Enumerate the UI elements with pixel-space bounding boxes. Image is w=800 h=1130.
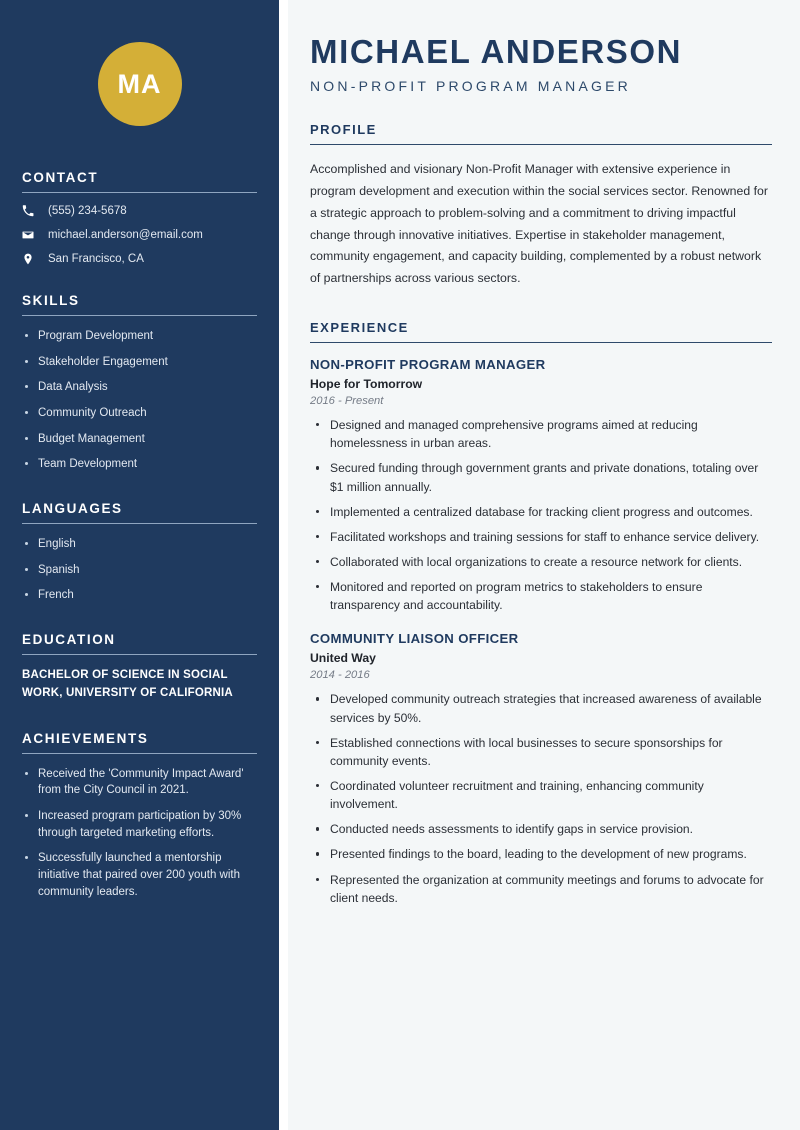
- main-content: [288, 0, 800, 1130]
- experience-bullet: Established connections with local businesses to secure sponsorships for community events.: [310, 734, 772, 770]
- languages-section: [22, 501, 257, 604]
- achievement-item: Successfully launched a mentorship initiative that paired over 200 youth with community leaders.: [22, 850, 257, 900]
- profile-text: Accomplished and visionary Non-Profit Manager with extensive experience in program development and execution within the social services sector. Renowned for a strategic approach to problem-solving and a commitment to driving impactful change through innovative initiatives. Expertise in stakeholder management, community engagement, and capacity building, complemented by a robust network of partnerships across various sectors.: [310, 161, 768, 286]
- experience-divider: [310, 342, 772, 343]
- skill-item: Budget Management: [22, 431, 257, 448]
- experience-bullet: Presented findings to the board, leading to the development of new programs.: [310, 845, 772, 863]
- profile-heading: PROFILE: [310, 121, 377, 137]
- experience-bullet: Represented the organization at community meetings and forums to advocate for client needs.: [310, 871, 772, 907]
- experience-heading: EXPERIENCE: [310, 320, 409, 336]
- experience-bullet: Implemented a centralized database for tracking client progress and outcomes.: [310, 503, 772, 521]
- languages-list: [22, 536, 257, 604]
- languages-divider: [22, 523, 257, 524]
- experience-dates: 2016 - Present: [310, 395, 384, 408]
- column-gap: [279, 0, 288, 1130]
- education-heading: EDUCATION: [22, 632, 116, 648]
- language-item: Spanish: [22, 562, 257, 579]
- contact-value: San Francisco, CA: [48, 253, 144, 265]
- contact-row[interactable]: [22, 229, 257, 241]
- contact-row[interactable]: [22, 205, 257, 217]
- experience-bullet: Collaborated with local organizations to create a resource network for clients.: [310, 553, 772, 571]
- experience-entries: [310, 357, 772, 907]
- location-pin-icon: [22, 253, 42, 265]
- experience-section: [310, 320, 772, 907]
- experience-bullet: Facilitated workshops and training sessions for staff to enhance service delivery.: [310, 528, 772, 546]
- languages-heading: LANGUAGES: [22, 501, 123, 517]
- skill-item: Community Outreach: [22, 405, 257, 422]
- experience-bullet-list: [310, 416, 772, 614]
- contact-list: [22, 205, 257, 265]
- contact-row[interactable]: [22, 253, 257, 265]
- experience-bullet: Conducted needs assessments to identify gaps in service provision.: [310, 820, 772, 838]
- achievements-list: [22, 766, 257, 901]
- education-list: [22, 667, 257, 703]
- skill-item: Team Development: [22, 456, 257, 473]
- experience-company: Hope for Tomorrow: [310, 377, 423, 392]
- skills-list: [22, 328, 257, 473]
- experience-bullet: Monitored and reported on program metrics to stakeholders to ensure transparency and accountability.: [310, 578, 772, 614]
- experience-entry: [310, 357, 772, 614]
- experience-bullet-list: [310, 690, 772, 906]
- experience-bullet: Developed community outreach strategies that increased awareness of available services by 50%.: [310, 690, 772, 726]
- experience-entry: [310, 631, 772, 906]
- experience-dates: 2014 - 2016: [310, 669, 370, 682]
- skills-heading: SKILLS: [22, 293, 80, 308]
- language-item: English: [22, 536, 257, 553]
- education-divider: [22, 654, 257, 655]
- education-section: [22, 632, 257, 703]
- skill-item: Stakeholder Engagement: [22, 354, 257, 371]
- experience-company: United Way: [310, 651, 376, 666]
- phone-icon: [22, 205, 42, 217]
- envelope-icon: [22, 229, 42, 241]
- sidebar: [0, 0, 279, 1130]
- achievement-item: Increased program participation by 30% through targeted marketing efforts.: [22, 808, 257, 841]
- skill-item: Program Development: [22, 328, 257, 345]
- avatar: MA: [98, 42, 182, 126]
- avatar-container: [22, 0, 257, 170]
- education-entry: BACHELOR OF SCIENCE IN SOCIAL WORK, UNIVERSITY OF CALIFORNIA: [22, 669, 233, 699]
- contact-heading: CONTACT: [22, 170, 99, 185]
- experience-bullet: Secured funding through government grants and private donations, totaling over $1 million annually.: [310, 459, 772, 495]
- job-subtitle: NON-PROFIT PROGRAM MANAGER: [310, 77, 631, 94]
- achievements-section: [22, 731, 257, 901]
- contact-divider: [22, 192, 257, 193]
- skills-divider: [22, 315, 257, 316]
- contact-value: (555) 234-5678: [48, 205, 127, 217]
- profile-section: [310, 122, 772, 290]
- achievements-heading: ACHIEVEMENTS: [22, 730, 149, 746]
- experience-title: NON-PROFIT PROGRAM MANAGER: [310, 357, 546, 373]
- profile-divider: [310, 144, 772, 145]
- language-item: French: [22, 587, 257, 604]
- achievements-divider: [22, 753, 257, 754]
- skills-section: [22, 293, 257, 473]
- skill-item: Data Analysis: [22, 379, 257, 396]
- contact-value: michael.anderson@email.com: [48, 229, 203, 241]
- contact-section: [22, 170, 257, 265]
- experience-title: COMMUNITY LIAISON OFFICER: [310, 631, 519, 647]
- achievement-item: Received the 'Community Impact Award' from the City Council in 2021.: [22, 766, 257, 799]
- experience-bullet: Designed and managed comprehensive programs aimed at reducing homelessness in urban areas.: [310, 416, 772, 452]
- experience-bullet: Coordinated volunteer recruitment and training, enhancing community involvement.: [310, 777, 772, 813]
- page-title: MICHAEL ANDERSON: [310, 33, 683, 70]
